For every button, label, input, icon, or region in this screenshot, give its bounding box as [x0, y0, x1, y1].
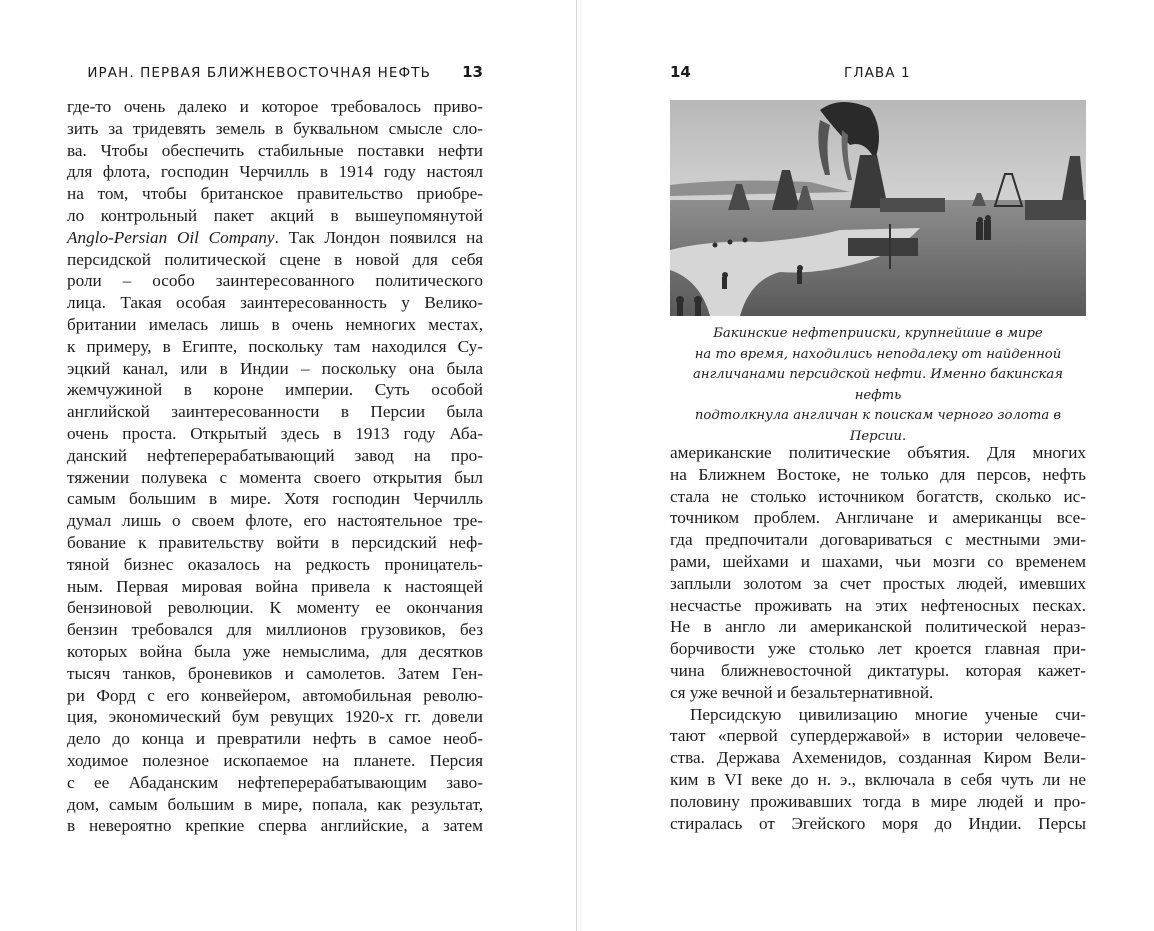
text-line: ва. Чтобы обеспечить стабильные поставки нефти: [67, 140, 483, 160]
text-line: зить за тридевять земель в буквальном смысле сло-: [67, 118, 483, 138]
running-head-title: ИРАН. ПЕРВАЯ БЛИЖНЕВОСТОЧНАЯ НЕФТЬ: [87, 65, 431, 81]
text-line: борчивости уже столько лет кроется главная при-: [670, 639, 1086, 659]
text-line: стала не столько источником богатств, сколько ис-: [670, 486, 1086, 506]
text-line: чина ближневосточной диктатуры. которая кажет-: [670, 660, 1086, 680]
text-line: эцкий канал, или в Индии – поскольку она была: [67, 358, 483, 378]
text-line: бензиновой революции. К моменту ее окончания: [67, 598, 483, 618]
text-line-paragraph-start: Персидскую цивилизацию многие ученые счи-: [690, 704, 1086, 724]
text-line: тяной бизнес оказалось на редкость проницатель-: [67, 554, 483, 574]
text-line: точником проблем. Англичане и американцы все-: [670, 508, 1086, 528]
text-line: ло контрольный пакет акций в вышеупомянутой: [67, 205, 483, 225]
text-line: к примеру, в Египте, поскольку там находился Су-: [67, 336, 483, 356]
text-line: самым большим в мире. Хотя господин Черчилль: [67, 489, 483, 509]
text-line: ри Форд с его конвейером, автомобильная револю-: [67, 685, 483, 705]
text-line: рами, шейхами и шахами, чьи мозги со временем: [670, 551, 1086, 571]
text-line-italic-company: [67, 227, 483, 249]
text-line: лица. Такая особая заинтересованность у Велико-: [67, 293, 483, 313]
text-line: дом, самым большим в мире, попала, как результат,: [67, 794, 483, 814]
text-line: тяжении полувека с момента своего открытия был: [67, 467, 483, 487]
text-line: роли – особо заинтересованного политического: [67, 271, 483, 291]
page-number: 13: [462, 63, 483, 81]
text-line: где-то очень далеко и которое требовалось приво-: [67, 97, 483, 116]
text-line: жемчужиной в короне империи. Суть особой: [67, 380, 483, 400]
text-line: бование к правительству войти в персидский неф-: [67, 532, 483, 552]
text-line: ким в VI веке до н. э., включала в себя чуть ли не: [670, 769, 1086, 789]
running-head: [67, 62, 483, 84]
caption-line: Бакинские нефтеприиски, крупнейшие в мире: [713, 326, 1043, 341]
photo-caption: [670, 324, 1086, 447]
text-line: для флота, господин Черчилль в 1914 году настоял: [67, 162, 483, 182]
body-text: [67, 96, 483, 837]
text-line: половину проживавших тогда в мире людей и про-: [670, 791, 1086, 811]
caption-line: подтолкнула англичан к поискам черного золота в Персии.: [694, 408, 1062, 444]
caption-line: на то время, находились неподалеку от найденной: [694, 346, 1062, 362]
text-line: Не в англо ли американской политической нераз-: [670, 617, 1086, 637]
text-line: ция, экономический бум ревущих 1920-х гг. довели: [67, 707, 483, 727]
text-line-paragraph-end: ся уже вечной и безальтернативной.: [670, 682, 934, 702]
right-page: [670, 0, 1086, 931]
company-name-italic: Anglo-Persian Oil Company: [67, 227, 275, 247]
text-line: ным. Первая мировая война привела к настоящей: [67, 576, 483, 596]
text-line: которых война была уже немыслима, для десятков: [67, 641, 483, 661]
text-line: с ее Абаданским нефтеперерабатывающим заво-: [67, 772, 483, 792]
text-line-rest: . Так Лондон появился на: [274, 227, 484, 247]
text-line: английской заинтересованности в Персии была: [67, 402, 483, 422]
text-line: персидской политической сцене в новой для себя: [67, 249, 483, 269]
photo-illustration: [670, 100, 1086, 316]
text-line: гда предпочитали договариваться с местными эми-: [670, 530, 1086, 550]
text-line: несчастье проживать на этих нефтеносных песках.: [670, 595, 1086, 615]
text-line: дело до конца и превратили нефть в самое необ-: [67, 729, 483, 749]
page-number: 14: [670, 63, 691, 81]
text-line: тают «первой супердержавой» в истории человече-: [670, 726, 1086, 746]
text-line: бензин требовался для миллионов грузовиков, без: [67, 620, 483, 640]
baku-oil-fields-photo: [670, 100, 1086, 316]
text-line: заплыли золотом за счет простых людей, имевших: [670, 573, 1086, 593]
body-text: [670, 442, 1086, 834]
text-line: на том, чтобы британское правительство приобре-: [67, 184, 483, 204]
text-line: ства. Держава Ахеменидов, созданная Киром Вели-: [670, 748, 1086, 768]
text-line: тысяч танков, броневиков и самолетов. Затем Ген-: [67, 663, 483, 683]
text-line: американские политические объятия. Для многих: [670, 443, 1086, 462]
text-line: британии имелась лишь в очень немногих местах,: [67, 314, 483, 334]
text-line: на Ближнем Востоке, не только для персов, нефть: [670, 464, 1086, 484]
running-head-title: ГЛАВА 1: [844, 65, 911, 81]
page-gutter: [576, 0, 577, 931]
text-line: ходимое полезное ископаемое на планете. Персия: [67, 750, 483, 770]
left-page: [67, 0, 483, 931]
running-head: [670, 62, 1086, 84]
text-line: очень проста. Открытый здесь в 1913 году Аба-: [67, 423, 483, 443]
text-line: данский нефтеперерабатывающий завод на про-: [67, 445, 483, 465]
text-line: думал лишь о своем флоте, его настоятельное тре-: [67, 511, 483, 531]
caption-line: англичанами персидской нефти. Именно бакинская нефть: [693, 367, 1063, 403]
text-line: в невероятно крепкие сперва английские, а затем: [67, 816, 483, 836]
page-gutter-shadow: [580, 0, 581, 931]
text-line: стиралась от Эгейского моря до Индии. Персы: [670, 813, 1086, 833]
